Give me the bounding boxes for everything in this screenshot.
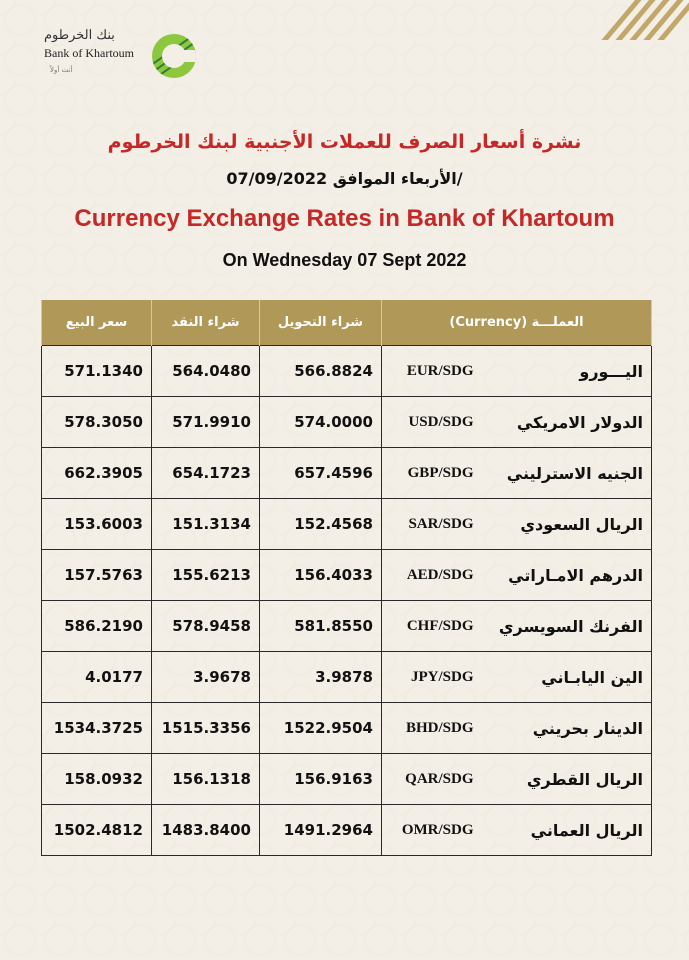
- logo-tagline: أنت أولاً: [50, 66, 73, 74]
- bank-logo-icon: [152, 34, 196, 78]
- sell-cell: 586.2190: [42, 601, 152, 652]
- exchange-rates-table: [41, 300, 652, 856]
- currency-name-cell: الريال القطري: [482, 754, 652, 805]
- corner-stripes-decoration: [599, 0, 689, 40]
- logo-name-arabic: بنك الخرطوم: [44, 28, 115, 43]
- transfer-buy-cell: 574.0000: [260, 397, 382, 448]
- cash-buy-cell: 571.9910: [152, 397, 260, 448]
- cash-buy-cell: 3.9678: [152, 652, 260, 703]
- date-english: On Wednesday 07 Sept 2022: [222, 250, 467, 270]
- table-row: [42, 805, 652, 856]
- table-row: [42, 499, 652, 550]
- currency-name-cell: الجنيه الاسترليني: [482, 448, 652, 499]
- transfer-buy-cell: 156.9163: [260, 754, 382, 805]
- cash-buy-cell: 654.1723: [152, 448, 260, 499]
- table-row: [42, 346, 652, 397]
- sell-cell: 153.6003: [42, 499, 152, 550]
- currency-name-cell: الدرهم الامـاراتي: [482, 550, 652, 601]
- currency-name-cell: الين اليابـاني: [482, 652, 652, 703]
- header-transfer-buy: شراء التحويل: [260, 300, 382, 346]
- cash-buy-cell: 1515.3356: [152, 703, 260, 754]
- sell-cell: 1502.4812: [42, 805, 152, 856]
- table-row: [42, 703, 652, 754]
- currency-name-cell: الفرنك السويسري: [482, 601, 652, 652]
- transfer-buy-cell: 581.8550: [260, 601, 382, 652]
- currency-name-cell: اليـــورو: [482, 346, 652, 397]
- table-row: [42, 448, 652, 499]
- currency-name-cell: الريال السعودي: [482, 499, 652, 550]
- table-header-row: [42, 300, 652, 346]
- currency-code-cell: USD/SDG: [382, 397, 482, 448]
- header-sell: سعر البيع: [42, 300, 152, 346]
- cash-buy-cell: 156.1318: [152, 754, 260, 805]
- currency-code-cell: OMR/SDG: [382, 805, 482, 856]
- transfer-buy-cell: 152.4568: [260, 499, 382, 550]
- currency-code-cell: SAR/SDG: [382, 499, 482, 550]
- sell-cell: 158.0932: [42, 754, 152, 805]
- bank-logo: [44, 26, 204, 86]
- cash-buy-cell: 578.9458: [152, 601, 260, 652]
- table-row: [42, 550, 652, 601]
- currency-name-cell: الدينار بحريني: [482, 703, 652, 754]
- table-row: [42, 601, 652, 652]
- transfer-buy-cell: 566.8824: [260, 346, 382, 397]
- currency-code-cell: CHF/SDG: [382, 601, 482, 652]
- sell-cell: 662.3905: [42, 448, 152, 499]
- transfer-buy-cell: 156.4033: [260, 550, 382, 601]
- currency-name-cell: الدولار الامريكي: [482, 397, 652, 448]
- table-row: [42, 397, 652, 448]
- sell-cell: 1534.3725: [42, 703, 152, 754]
- date-arabic: الأربعاء الموافق 07/09/2022/: [226, 169, 463, 188]
- transfer-buy-cell: 1491.2964: [260, 805, 382, 856]
- title-english: Currency Exchange Rates in Bank of Khartoum: [74, 205, 615, 232]
- cash-buy-cell: 151.3134: [152, 499, 260, 550]
- table-row: [42, 754, 652, 805]
- transfer-buy-cell: 1522.9504: [260, 703, 382, 754]
- cash-buy-cell: 564.0480: [152, 346, 260, 397]
- header-cash-buy: شراء النقد: [152, 300, 260, 346]
- currency-code-cell: JPY/SDG: [382, 652, 482, 703]
- currency-name-cell: الريال العماني: [482, 805, 652, 856]
- sell-cell: 157.5763: [42, 550, 152, 601]
- currency-code-cell: QAR/SDG: [382, 754, 482, 805]
- cash-buy-cell: 155.6213: [152, 550, 260, 601]
- sell-cell: 578.3050: [42, 397, 152, 448]
- currency-code-cell: BHD/SDG: [382, 703, 482, 754]
- currency-code-cell: AED/SDG: [382, 550, 482, 601]
- currency-code-cell: EUR/SDG: [382, 346, 482, 397]
- sell-cell: 571.1340: [42, 346, 152, 397]
- title-arabic: نشرة أسعار الصرف للعملات الأجنبية لبنك الخرطوم: [107, 131, 582, 153]
- currency-code-cell: GBP/SDG: [382, 448, 482, 499]
- table-row: [42, 652, 652, 703]
- header-currency: العملـــة (Currency): [382, 300, 652, 346]
- cash-buy-cell: 1483.8400: [152, 805, 260, 856]
- logo-name-english: Bank of Khartoum: [44, 46, 134, 60]
- transfer-buy-cell: 3.9878: [260, 652, 382, 703]
- sell-cell: 4.0177: [42, 652, 152, 703]
- transfer-buy-cell: 657.4596: [260, 448, 382, 499]
